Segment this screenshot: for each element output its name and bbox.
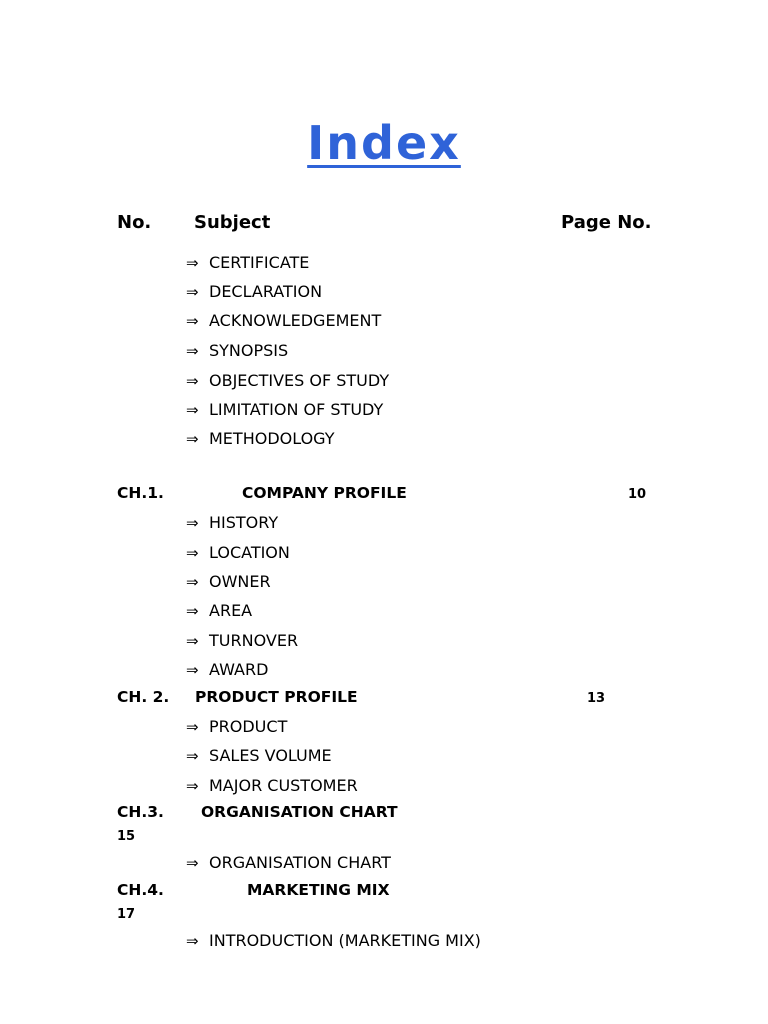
chapter-title: COMPANY PROFILE xyxy=(242,484,407,502)
list-item xyxy=(186,776,358,795)
list-item xyxy=(186,746,332,765)
item-label: SYNOPSIS xyxy=(209,341,289,360)
chapter-page: 15 xyxy=(117,829,136,844)
list-item xyxy=(186,311,381,330)
page-title: Index xyxy=(307,116,461,170)
list-item xyxy=(186,543,290,562)
item-label: LOCATION xyxy=(209,543,290,562)
item-label: ORGANISATION CHART xyxy=(209,853,391,872)
arrow-icon: ⇒ xyxy=(186,544,199,562)
list-item xyxy=(186,371,389,390)
header-subject: Subject xyxy=(194,212,271,233)
arrow-icon: ⇒ xyxy=(186,661,199,679)
arrow-icon: ⇒ xyxy=(186,602,199,620)
item-label: MAJOR CUSTOMER xyxy=(209,776,358,795)
list-item xyxy=(186,717,287,736)
list-item xyxy=(186,400,383,419)
item-label: LIMITATION OF STUDY xyxy=(209,400,384,419)
chapter-number: CH. 2. xyxy=(117,688,170,706)
item-label: OWNER xyxy=(209,572,271,591)
item-label: DECLARATION xyxy=(209,282,323,301)
item-label: TURNOVER xyxy=(209,631,299,650)
item-label: METHODOLOGY xyxy=(209,429,335,448)
chapter-page: 17 xyxy=(117,907,136,922)
list-item xyxy=(186,513,278,532)
list-item xyxy=(186,660,268,679)
chapter-title: ORGANISATION CHART xyxy=(201,803,398,821)
item-label: PRODUCT xyxy=(209,717,288,736)
arrow-icon: ⇒ xyxy=(186,342,199,360)
list-item xyxy=(186,253,309,272)
header-no: No. xyxy=(117,212,152,233)
list-item xyxy=(186,931,481,950)
list-item xyxy=(186,429,335,448)
arrow-icon: ⇒ xyxy=(186,283,199,301)
item-label: HISTORY xyxy=(209,513,279,532)
chapter-title: MARKETING MIX xyxy=(247,881,390,899)
list-item xyxy=(186,601,252,620)
list-item xyxy=(186,282,322,301)
arrow-icon: ⇒ xyxy=(186,854,199,872)
chapter-title: PRODUCT PROFILE xyxy=(195,688,358,706)
item-label: AWARD xyxy=(209,660,269,679)
item-label: SALES VOLUME xyxy=(209,746,332,765)
item-label: OBJECTIVES OF STUDY xyxy=(209,371,390,390)
arrow-icon: ⇒ xyxy=(186,573,199,591)
list-item xyxy=(186,853,391,872)
arrow-icon: ⇒ xyxy=(186,747,199,765)
chapter-page: 13 xyxy=(587,691,606,706)
arrow-icon: ⇒ xyxy=(186,718,199,736)
arrow-icon: ⇒ xyxy=(186,372,199,390)
item-label: CERTIFICATE xyxy=(209,253,310,272)
chapter-page: 10 xyxy=(628,487,647,502)
arrow-icon: ⇒ xyxy=(186,254,199,272)
chapter-number: CH.3. xyxy=(117,803,164,821)
arrow-icon: ⇒ xyxy=(186,514,199,532)
chapter-number: CH.4. xyxy=(117,881,164,899)
item-label: INTRODUCTION (MARKETING MIX) xyxy=(209,931,481,950)
list-item xyxy=(186,572,271,591)
arrow-icon: ⇒ xyxy=(186,632,199,650)
item-label: ACKNOWLEDGEMENT xyxy=(209,311,382,330)
arrow-icon: ⇒ xyxy=(186,430,199,448)
arrow-icon: ⇒ xyxy=(186,401,199,419)
arrow-icon: ⇒ xyxy=(186,312,199,330)
item-label: AREA xyxy=(209,601,253,620)
header-page-no: Page No. xyxy=(561,212,652,233)
chapter-number: CH.1. xyxy=(117,484,164,502)
list-item xyxy=(186,341,288,360)
list-item xyxy=(186,631,298,650)
arrow-icon: ⇒ xyxy=(186,932,199,950)
arrow-icon: ⇒ xyxy=(186,777,199,795)
